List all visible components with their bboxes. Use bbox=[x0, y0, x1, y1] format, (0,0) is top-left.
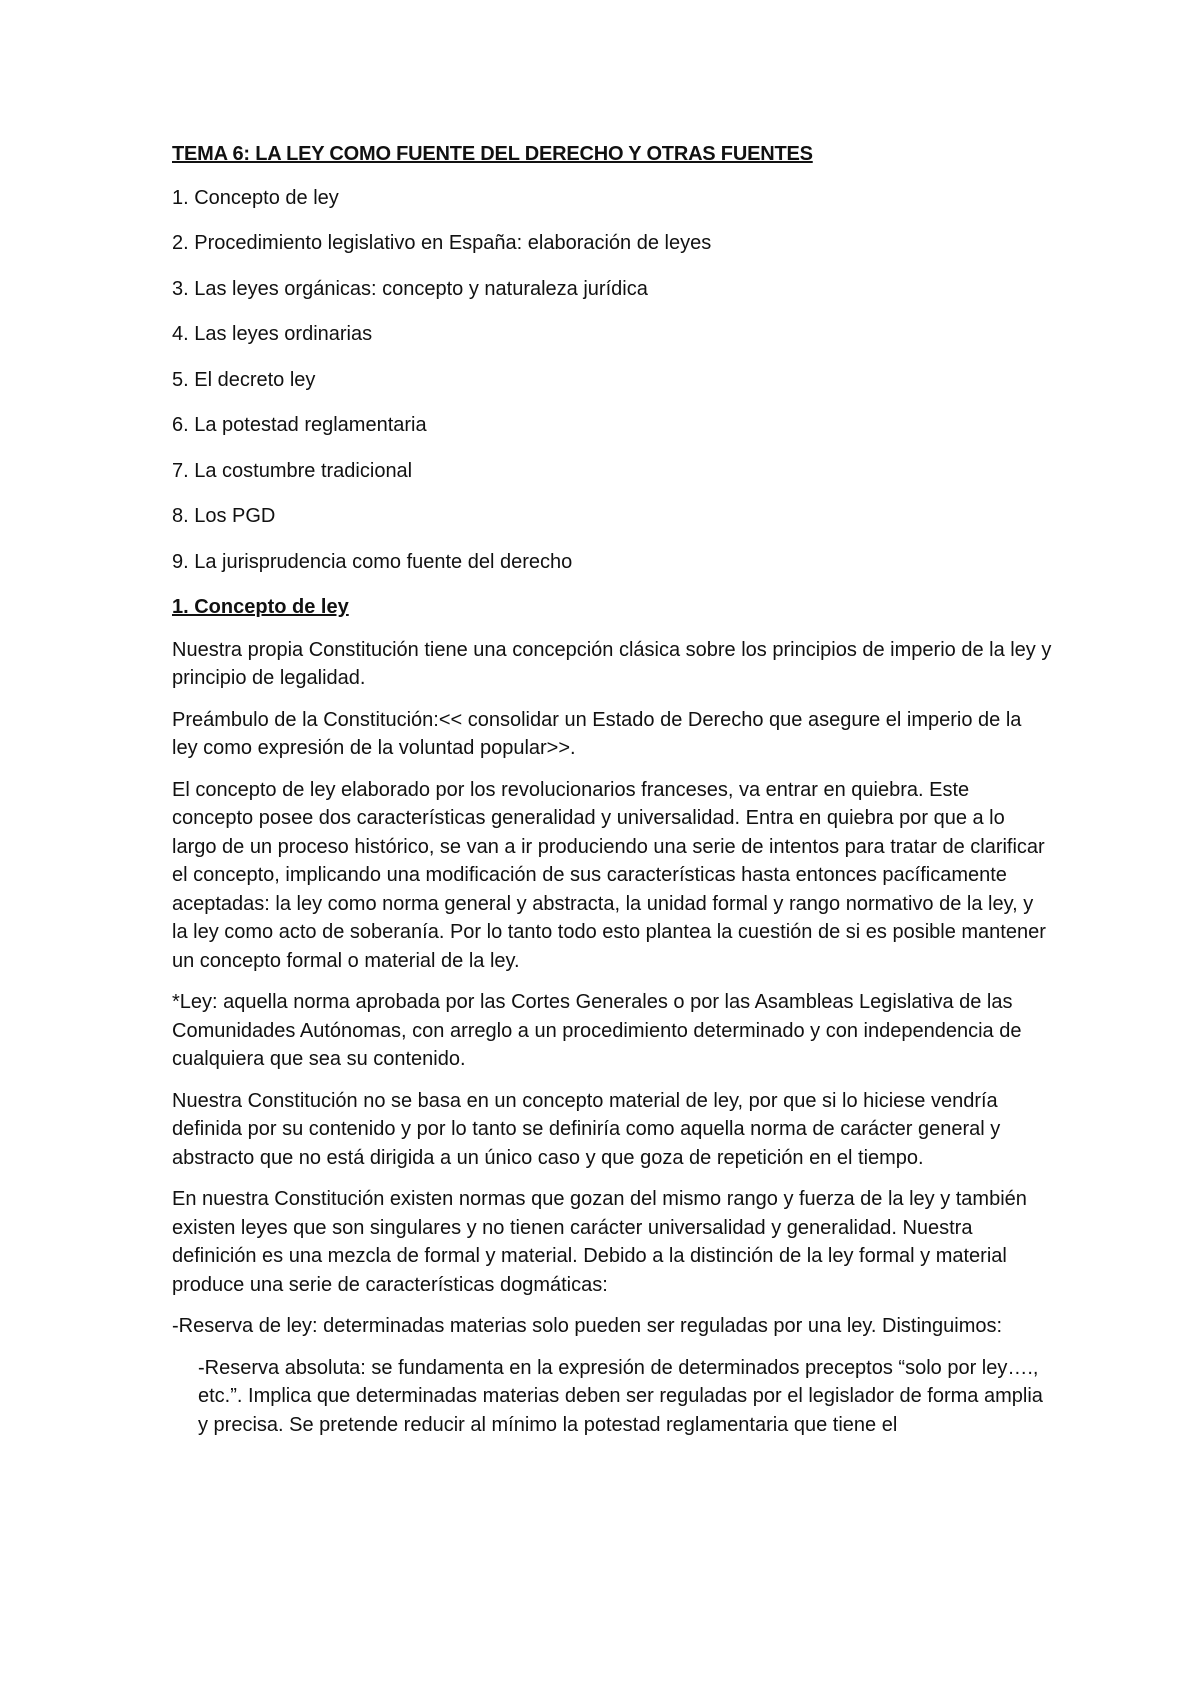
toc-item: 7. La costumbre tradicional bbox=[172, 459, 413, 482]
toc-item: 3. Las leyes orgánicas: concepto y naturaleza jurídica bbox=[172, 277, 648, 300]
section-heading: 1. Concepto de ley bbox=[172, 596, 349, 618]
paragraph: Preámbulo de la Constitución:<< consolidar un Estado de Derecho que asegure el imperio de la ley como expresión de la voluntad popular>>. bbox=[172, 708, 1022, 759]
paragraph: Nuestra Constitución no se basa en un concepto material de ley, por que si lo hiciese vendría definida por su contenido y por lo tanto se definiría como aquella norma de carácter general y abstracto que no está dirigida a un único caso y que goza de repetición en el tiempo. bbox=[172, 1089, 1001, 1169]
toc-item: 4. Las leyes ordinarias bbox=[172, 323, 373, 345]
paragraph: Nuestra propia Constitución tiene una concepción clásica sobre los principios de imperio de la ley y principio de legalidad. bbox=[172, 638, 1052, 689]
toc-item: 1. Concepto de ley bbox=[172, 186, 339, 209]
toc-item: 6. La potestad reglamentaria bbox=[172, 414, 427, 436]
document-title: TEMA 6: LA LEY COMO FUENTE DEL DERECHO Y OTRAS FUENTES bbox=[172, 143, 813, 165]
toc-item: 2. Procedimiento legislativo en España: elaboración de leyes bbox=[172, 232, 712, 254]
toc-item: 5. El decreto ley bbox=[172, 368, 316, 391]
table-of-contents bbox=[172, 184, 1052, 577]
document-page bbox=[172, 140, 1052, 1452]
toc-item: 9. La jurisprudencia como fuente del derecho bbox=[172, 550, 573, 573]
toc-item: 8. Los PGD bbox=[172, 505, 276, 527]
paragraph: *Ley: aquella norma aprobada por las Cortes Generales o por las Asambleas Legislativa de las Comunidades Autónomas, con arreglo a un procedimiento determinado y con independencia de cualquiera que sea su contenido. bbox=[172, 991, 1022, 1070]
paragraph: El concepto de ley elaborado por los revolucionarios franceses, va entrar en quiebra. Este concepto posee dos características generalidad y universalidad. Entra en quiebra por que a lo largo de un proceso histórico, se van a ir produciendo una serie de intentos para tratar de clarificar el concepto, implicando una modificación de sus características hasta entonces pacíficamente aceptadas: la ley como norma general y abstracta, la unidad formal y rango normativo de la ley, y la ley como acto de soberanía. Por lo tanto todo esto plantea la cuestión de si es posible mantener un concepto formal o material de la ley. bbox=[172, 778, 1046, 972]
paragraph: -Reserva de ley: determinadas materias solo pueden ser reguladas por una ley. Distinguimos: bbox=[172, 1315, 1003, 1337]
paragraph: En nuestra Constitución existen normas que gozan del mismo rango y fuerza de la ley y también existen leyes que son singulares y no tienen carácter universalidad y generalidad. Nuestra definición es una mezcla de formal y material. Debido a la distinción de la ley formal y material produce una serie de características dogmáticas: bbox=[172, 1188, 1027, 1296]
indented-paragraph: -Reserva absoluta: se fundamenta en la expresión de determinados preceptos “solo por ley…., etc.”. Implica que determinadas materias deben ser reguladas por el legislador de forma amplia y precisa. Se pretende reducir al mínimo la potestad reglamentaria que tiene el bbox=[198, 1356, 1043, 1436]
